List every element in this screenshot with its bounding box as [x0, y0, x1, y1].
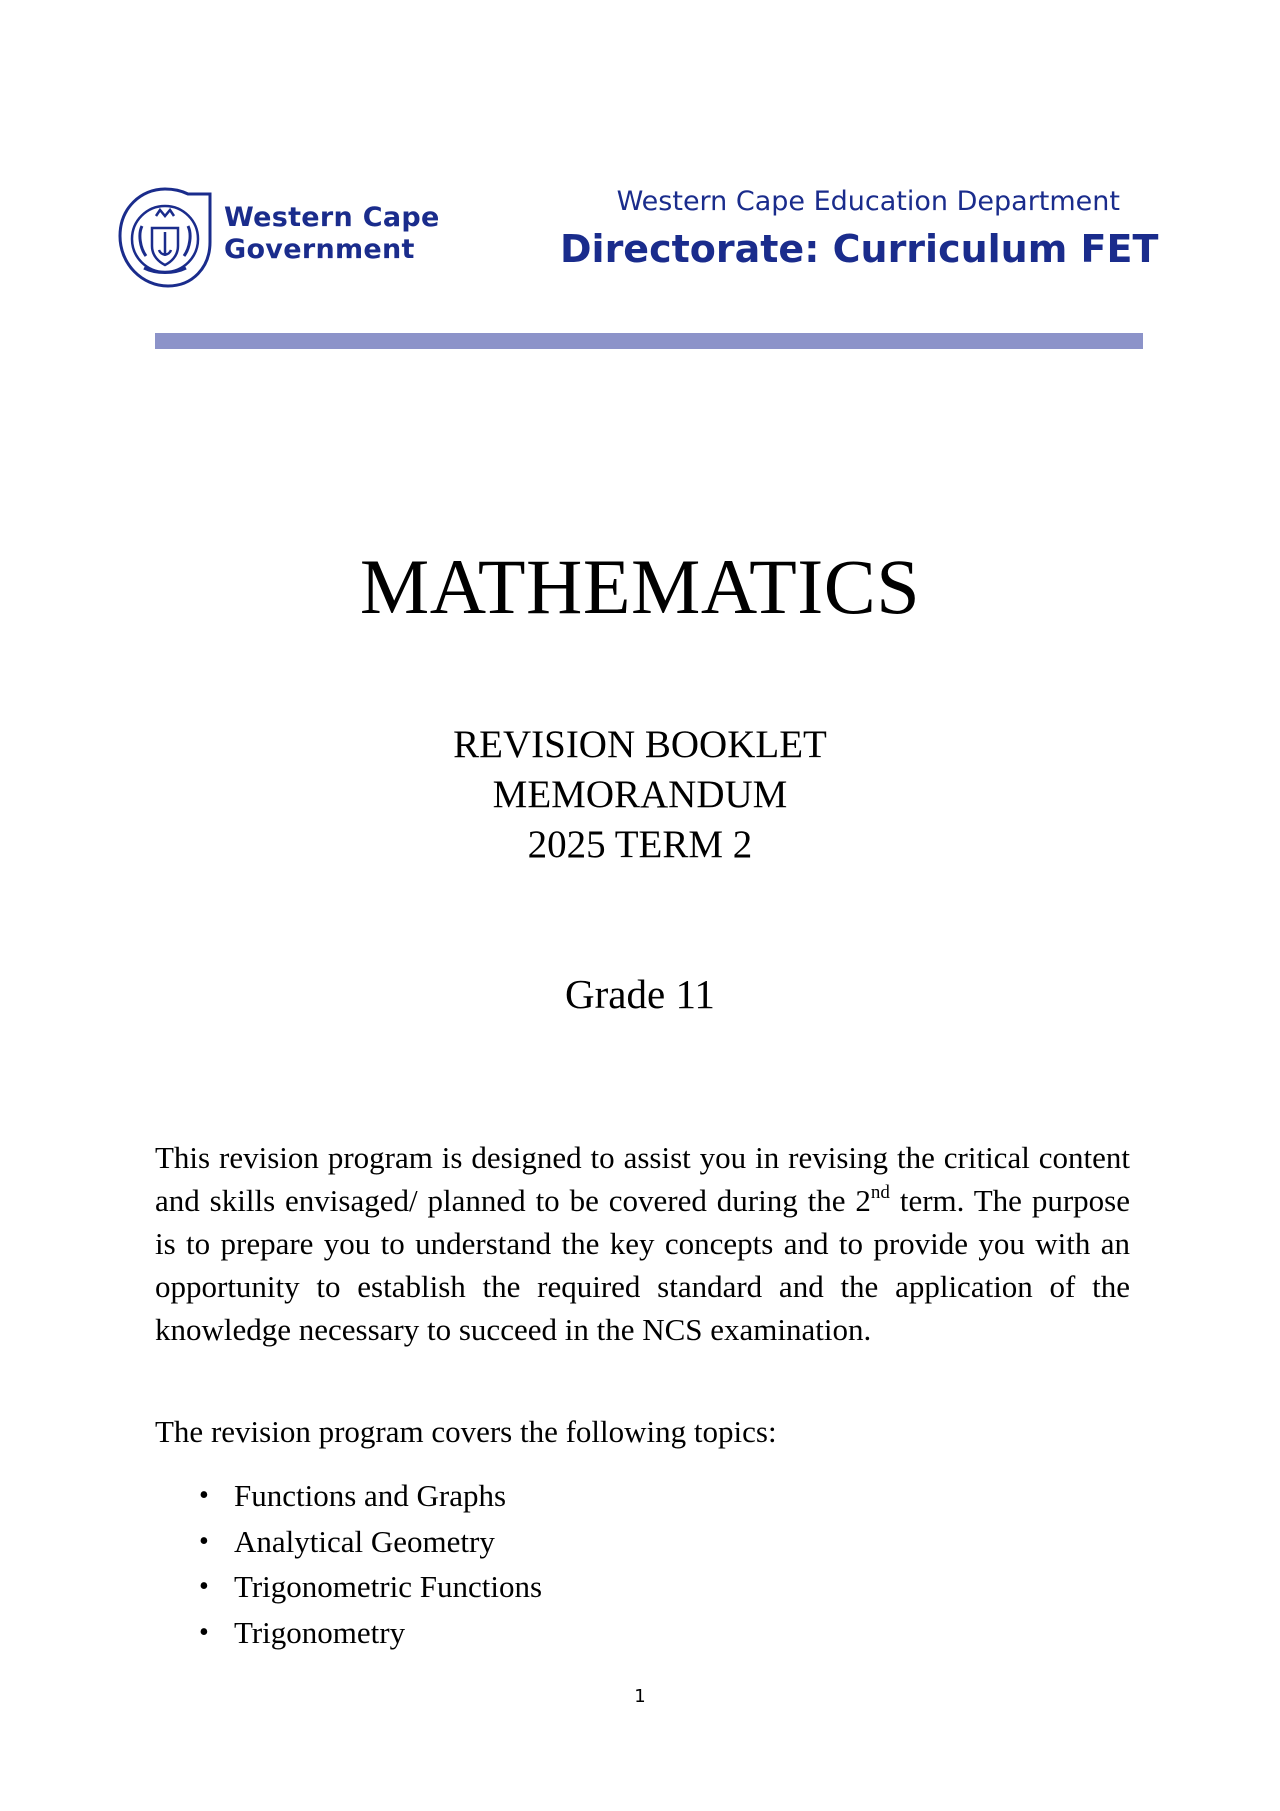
subtitle-line-2: MEMORANDUM [492, 773, 788, 816]
bullet-icon: • [199, 1616, 209, 1648]
intro-text-2: term. The purpose is to prepare you to understand the key concepts and to provide you with an opportunity to establish the required standard and the application of the knowledge necessary to succeed in the NCS examination. [155, 1183, 1130, 1347]
topic-label: Trigonometry [234, 1614, 406, 1650]
page-number: 1 [634, 1686, 646, 1707]
list-item [155, 1610, 1055, 1656]
topic-label: Analytical Geometry [234, 1523, 495, 1559]
bullet-icon: • [199, 1525, 209, 1557]
coat-of-arms-icon [116, 186, 214, 290]
intro-text-1: This revision program is designed to assist you in revising the critical content and skills envisaged/ planned to be covered during the 2 [155, 1140, 1130, 1218]
grade-label: Grade 11 [565, 971, 715, 1017]
logo-line-2: Government [224, 234, 415, 265]
bullet-icon: • [199, 1571, 209, 1602]
topic-label: Trigonometric Functions [234, 1569, 543, 1604]
logo-wordmark [224, 202, 440, 266]
list-item [155, 1473, 1055, 1519]
topics-list [155, 1473, 1055, 1655]
wcg-logo [116, 186, 456, 290]
department-header [560, 182, 1159, 274]
page-title: MATHEMATICS [359, 543, 921, 630]
topic-label: Functions and Graphs [234, 1478, 507, 1513]
subtitle-block [0, 720, 1280, 870]
subtitle-line-3: 2025 TERM 2 [527, 823, 753, 866]
header-rule [155, 333, 1143, 349]
intro-paragraph [155, 1136, 1130, 1351]
list-item [155, 1519, 1055, 1565]
department-name: Western Cape Education Department [616, 186, 1120, 217]
bullet-icon: • [199, 1480, 209, 1511]
list-item [155, 1564, 1055, 1610]
directorate-name: Directorate: Curriculum FET [560, 227, 1159, 271]
subtitle-line-1: REVISION BOOKLET [453, 723, 827, 766]
logo-line-1: Western Cape [224, 202, 440, 233]
topics-intro: The revision program covers the following topics: [155, 1414, 777, 1449]
intro-superscript: nd [870, 1182, 890, 1203]
